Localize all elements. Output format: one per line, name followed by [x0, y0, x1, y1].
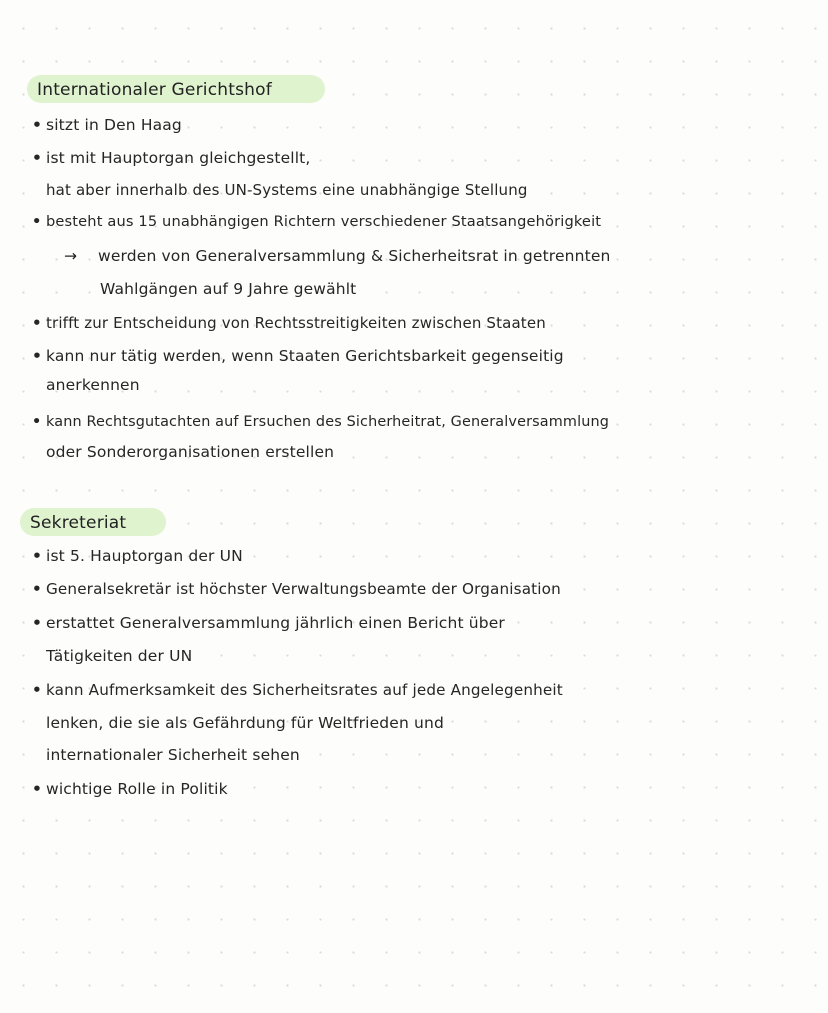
court-line-3: hat aber innerhalb des UN-Systems eine unabhängige Stellung	[46, 181, 528, 199]
bullet-icon: •	[32, 681, 42, 699]
bullet-icon: •	[32, 414, 42, 430]
secretariat-line-4: Tätigkeiten der UN	[46, 647, 193, 665]
bullet-icon: •	[32, 314, 42, 332]
bullet-icon: •	[32, 116, 43, 134]
secretariat-line-3: • erstattet Generalversammlung jährlich einen Bericht über	[32, 614, 505, 632]
bullet-icon: •	[32, 614, 43, 632]
secretariat-line-6: lenken, die sie als Gefährdung für Weltfrieden und	[46, 714, 444, 732]
court-line-8: • kann nur tätig werden, wenn Staaten Gerichtsbarkeit gegenseitig	[32, 347, 564, 365]
section-title-court: Internationaler Gerichtshof	[37, 80, 272, 100]
court-line-7: • trifft zur Entscheidung von Rechtsstreitigkeiten zwischen Staaten	[32, 314, 546, 332]
arrow-right-icon: →	[64, 247, 78, 265]
court-line-11: oder Sonderorganisationen erstellen	[46, 443, 335, 461]
court-line-10: • kann Rechtsgutachten auf Ersuchen des Sicherheitrat, Generalversammlung	[32, 414, 610, 430]
secretariat-line-7: internationaler Sicherheit sehen	[46, 746, 300, 764]
section-title-secretariat: Sekreteriat	[30, 513, 126, 533]
court-line-4: • besteht aus 15 unabhängigen Richtern verschiedener Staatsangehörigkeit	[32, 213, 602, 230]
bullet-icon: •	[32, 780, 43, 798]
court-line-2: • ist mit Hauptorgan gleichgestellt,	[32, 149, 311, 167]
bullet-icon: •	[32, 347, 43, 365]
bullet-icon: •	[32, 213, 42, 230]
secretariat-line-1: • ist 5. Hauptorgan der UN	[32, 547, 243, 565]
secretariat-line-5: • kann Aufmerksamkeit des Sicherheitsrates auf jede Angelegenheit	[32, 681, 563, 699]
secretariat-line-8: • wichtige Rolle in Politik	[32, 780, 228, 798]
bullet-icon: •	[32, 547, 43, 565]
bullet-icon: •	[32, 580, 42, 598]
secretariat-line-2: • Generalsekretär ist höchster Verwaltungsbeamte der Organisation	[32, 580, 561, 598]
court-line-6: Wahlgängen auf 9 Jahre gewählt	[100, 280, 357, 298]
court-line-9: anerkennen	[46, 376, 140, 394]
court-line-1: • sitzt in Den Haag	[32, 116, 182, 134]
bullet-icon: •	[32, 149, 43, 167]
court-line-5: → werden von Generalversammlung & Sicherheitsrat in getrennten	[64, 247, 611, 265]
